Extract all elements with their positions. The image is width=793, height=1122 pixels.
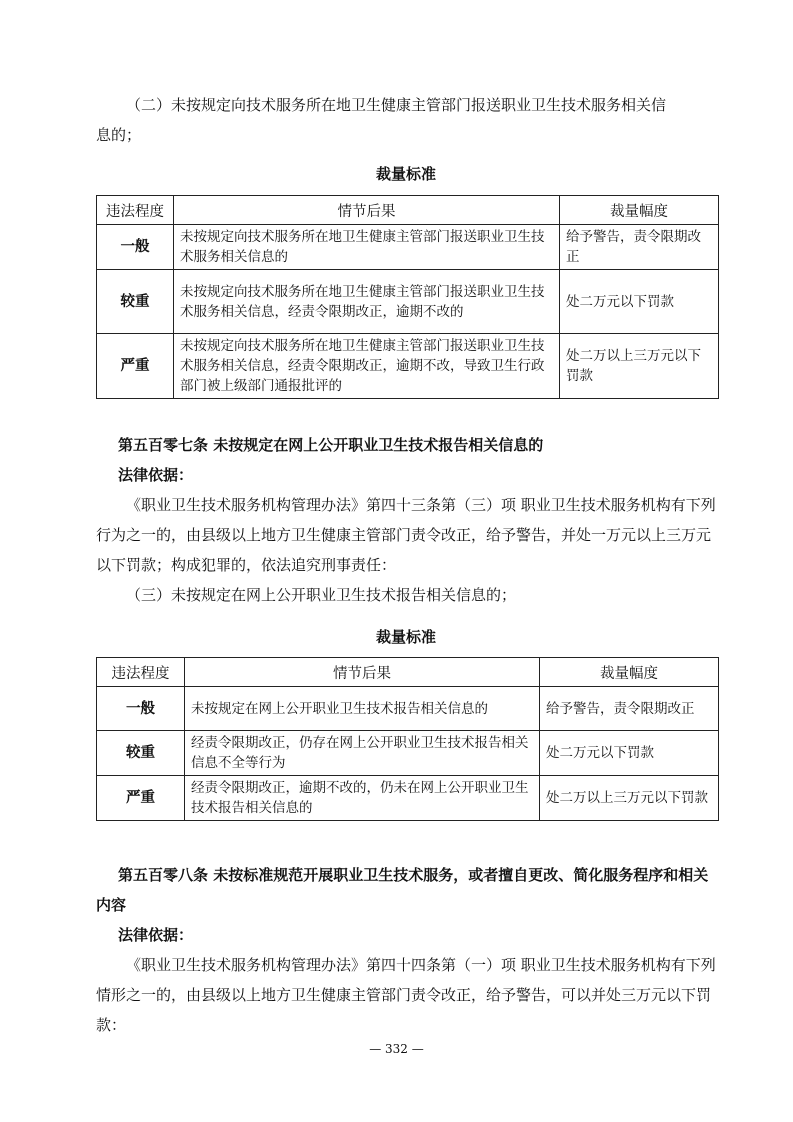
- article507-item: （三）未按规定在网上公开职业卫生技术报告相关信息的；: [126, 586, 517, 604]
- table1: [96, 195, 719, 399]
- level-cell: 一般: [97, 687, 185, 731]
- article507-basis-label: 法律依据：: [118, 466, 194, 484]
- penalty-cell: 处二万以上三万元以下罚款: [540, 776, 719, 821]
- page-number: — 332 —: [369, 1042, 424, 1056]
- continuation-line-2: 息的；: [96, 126, 142, 144]
- level-cell: 较重: [97, 270, 174, 334]
- continuation-text: （二）未按规定向技术服务所在地卫生健康主管部门报送职业卫生技术服务相关信: [126, 96, 667, 114]
- penalty-cell: 处二万以上三万元以下罚款: [560, 334, 719, 399]
- level-cell: 严重: [97, 334, 174, 399]
- table-row: [97, 731, 719, 776]
- detail-cell: 未按规定向技术服务所在地卫生健康主管部门报送职业卫生技术服务相关信息，经责令限期改正，逾期不改的: [174, 270, 560, 334]
- table-row: [97, 270, 719, 334]
- continuation-line-1: [96, 90, 716, 120]
- detail-cell: 经责令限期改正，逾期不改的，仍未在网上公开职业卫生技术报告相关信息的: [185, 776, 540, 821]
- level-cell: 一般: [97, 225, 174, 270]
- table2-header-penalty: 裁量幅度: [540, 658, 719, 687]
- penalty-cell: 处二万元以下罚款: [540, 731, 719, 776]
- table2-header-detail: 情节后果: [185, 658, 540, 687]
- detail-cell: 经责令限期改正，仍存在网上公开职业卫生技术报告相关信息不全等行为: [185, 731, 540, 776]
- level-cell: 较重: [97, 731, 185, 776]
- penalty-cell: 处二万元以下罚款: [560, 270, 719, 334]
- article508-basis-label: 法律依据：: [118, 926, 194, 944]
- article507-basis-text: 《职业卫生技术服务机构管理办法》第四十三条第（三）项 职业卫生技术服务机构有下列行为之一的，由县级以上地方卫生健康主管部门责令改正，给予警告，并处一万元以上三万元以下罚款；构成犯罪的，依法追究刑事责任：: [96, 496, 716, 574]
- article508-basis-text: 《职业卫生技术服务机构管理办法》第四十四条第（一）项 职业卫生技术服务机构有下列情形之一的，由县级以上地方卫生健康主管部门责令改正，给予警告，可以并处三万元以下罚款：: [96, 956, 716, 1034]
- table-row: [97, 334, 719, 399]
- table-row: [97, 225, 719, 270]
- table2-header-row: [97, 658, 719, 687]
- penalty-cell: 给予警告，责令限期改正: [560, 225, 719, 270]
- level-cell: 严重: [97, 776, 185, 821]
- table1-header-detail: 情节后果: [174, 196, 560, 225]
- table2: [96, 657, 719, 821]
- article507-title: 第五百零七条 未按规定在网上公开职业卫生技术报告相关信息的: [118, 436, 544, 454]
- article508-title: 第五百零八条 未按标准规范开展职业卫生技术服务，或者擅自更改、简化服务程序和相关内容: [96, 866, 709, 914]
- table2-caption: 裁量标准: [375, 628, 436, 646]
- detail-cell: 未按规定在网上公开职业卫生技术报告相关信息的: [185, 687, 540, 731]
- table2-header-level: 违法程度: [97, 658, 185, 687]
- table-row: [97, 776, 719, 821]
- penalty-cell: 给予警告，责令限期改正: [540, 687, 719, 731]
- table-row: [97, 687, 719, 731]
- table1-header-penalty: 裁量幅度: [560, 196, 719, 225]
- table1-header-level: 违法程度: [97, 196, 174, 225]
- detail-cell: 未按规定向技术服务所在地卫生健康主管部门报送职业卫生技术服务相关信息，经责令限期改正，逾期不改，导致卫生行政部门被上级部门通报批评的: [174, 334, 560, 399]
- table1-header-row: [97, 196, 719, 225]
- table1-caption: 裁量标准: [375, 165, 436, 183]
- detail-cell: 未按规定向技术服务所在地卫生健康主管部门报送职业卫生技术服务相关信息的: [174, 225, 560, 270]
